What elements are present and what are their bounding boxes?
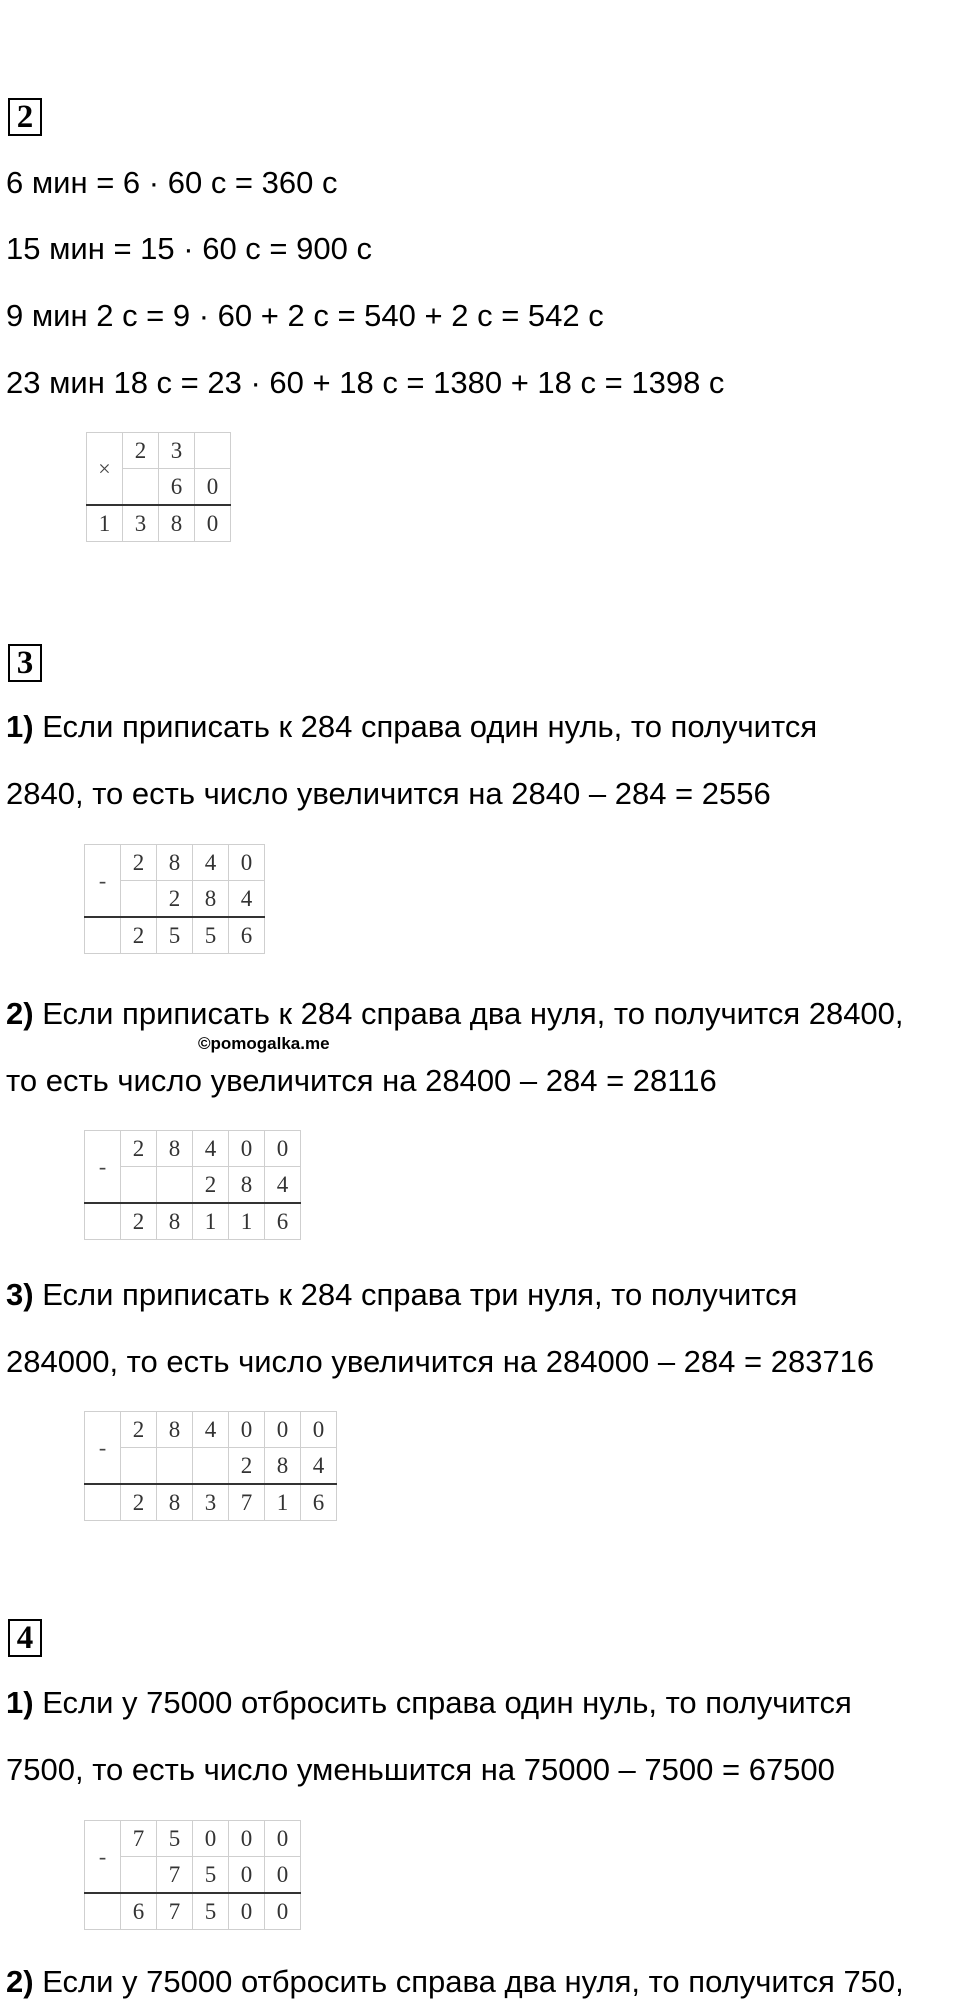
result-digit-cell: 6: [229, 917, 265, 954]
result-digit-cell: 7: [229, 1484, 265, 1521]
multiplication-table: [86, 432, 231, 542]
part-marker: 1): [6, 1685, 34, 1720]
digit-cell: 0: [265, 1412, 301, 1448]
digit-cell: [193, 1448, 229, 1485]
digit-cell: 0: [229, 845, 265, 881]
digit-cell: 5: [193, 1857, 229, 1894]
digit-cell: 4: [193, 1131, 229, 1167]
part-text: Если приписать к 284 справа два нуля, то получится 28400,: [33, 996, 904, 1031]
result-digit-cell: 5: [193, 1893, 229, 1930]
task3-part3-line2: 284000, то есть число увеличится на 284000 – 284 = 283716: [6, 1344, 875, 1379]
digit-cell: 2: [157, 881, 193, 918]
result-digit-cell: 6: [121, 1893, 157, 1930]
digit-cell: [121, 1448, 157, 1485]
result-digit-cell: 2: [121, 917, 157, 954]
result-digit-cell: 7: [157, 1893, 193, 1930]
result-digit-cell: 8: [157, 1203, 193, 1240]
digit-cell: 4: [193, 845, 229, 881]
result-digit-cell: 1: [193, 1203, 229, 1240]
subtraction-table: [84, 1130, 301, 1240]
digit-cell: 7: [121, 1821, 157, 1857]
digit-cell: [121, 1857, 157, 1894]
subtraction-table: [84, 1411, 337, 1521]
digit-cell: [195, 433, 231, 469]
part-text: Если у 75000 отбросить справа один нуль, то получится: [33, 1685, 852, 1720]
calc-row: [85, 1448, 337, 1485]
calc-result-row: [85, 1893, 301, 1930]
result-digit-cell: 6: [301, 1484, 337, 1521]
result-digit-cell: 3: [193, 1484, 229, 1521]
result-digit-cell: 0: [265, 1893, 301, 1930]
digit-cell: 0: [265, 1821, 301, 1857]
watermark: ©pomogalka.me: [198, 1034, 330, 1053]
task3-part2-line1: [6, 994, 904, 1034]
result-digit-cell: 2: [121, 1203, 157, 1240]
calc-row: [85, 1821, 301, 1857]
calc-result-row: [85, 1484, 337, 1521]
digit-cell: 0: [193, 1821, 229, 1857]
digit-cell: 2: [121, 845, 157, 881]
digit-cell: 8: [157, 1412, 193, 1448]
digit-cell: 4: [229, 881, 265, 918]
part-marker: 2): [6, 996, 34, 1031]
operator-sign: -: [85, 845, 121, 918]
part-marker: 2): [6, 1964, 34, 1999]
task3-part3-line1: [6, 1275, 797, 1315]
digit-cell: 8: [157, 1131, 193, 1167]
result-digit-cell: [85, 1203, 121, 1240]
part-marker: 3): [6, 1277, 34, 1312]
result-digit-cell: 8: [157, 1484, 193, 1521]
digit-cell: 0: [265, 1131, 301, 1167]
operator-sign: -: [85, 1131, 121, 1204]
part-text: Если приписать к 284 справа один нуль, то получится: [33, 709, 818, 744]
calc-result-row: [85, 917, 265, 954]
digit-cell: 8: [265, 1448, 301, 1485]
digit-cell: [121, 881, 157, 918]
result-digit-cell: [85, 1484, 121, 1521]
result-digit-cell: 2: [121, 1484, 157, 1521]
calc-result-row: [87, 505, 231, 542]
task-number-3: 3: [8, 644, 42, 682]
result-digit-cell: 6: [265, 1203, 301, 1240]
task3-part2-line2: то есть число увеличится на 28400 – 284 = 28116: [6, 1063, 717, 1098]
digit-cell: 0: [229, 1857, 265, 1894]
digit-cell: 4: [265, 1167, 301, 1204]
digit-cell: 0: [229, 1131, 265, 1167]
task2-line-4: 23 мин 18 с = 23 · 60 + 18 с = 1380 + 18 с = 1398 с: [6, 365, 725, 400]
part-text: Если приписать к 284 справа три нуля, то получится: [33, 1277, 798, 1312]
digit-cell: 7: [157, 1857, 193, 1894]
result-digit-cell: 0: [229, 1893, 265, 1930]
digit-cell: [123, 469, 159, 506]
result-digit-cell: 5: [193, 917, 229, 954]
result-digit-cell: [85, 1893, 121, 1930]
result-digit-cell: 0: [195, 505, 231, 542]
subtraction-table: [84, 844, 265, 954]
digit-cell: 2: [121, 1412, 157, 1448]
digit-cell: 6: [159, 469, 195, 506]
digit-cell: 0: [229, 1821, 265, 1857]
digit-cell: 3: [159, 433, 195, 469]
operator-sign: ×: [87, 433, 123, 506]
task4-part1-line1: [6, 1683, 852, 1723]
task2-line-3: 9 мин 2 с = 9 · 60 + 2 с = 540 + 2 с = 542 с: [6, 298, 604, 333]
digit-cell: 8: [157, 845, 193, 881]
result-digit-cell: 5: [157, 917, 193, 954]
calc-row: [85, 845, 265, 881]
digit-cell: 2: [193, 1167, 229, 1204]
subtraction-table: [84, 1820, 301, 1930]
digit-cell: [157, 1167, 193, 1204]
digit-cell: 0: [301, 1412, 337, 1448]
digit-cell: 0: [229, 1412, 265, 1448]
part-marker: 1): [6, 709, 34, 744]
digit-cell: 4: [301, 1448, 337, 1485]
result-digit-cell: [85, 917, 121, 954]
operator-sign: -: [85, 1821, 121, 1894]
task4-part1-line2: 7500, то есть число уменьшится на 75000 – 7500 = 67500: [6, 1752, 835, 1787]
calc-row: [85, 1131, 301, 1167]
result-digit-cell: 8: [159, 505, 195, 542]
task3-part1-line2: 2840, то есть число увеличится на 2840 – 284 = 2556: [6, 776, 771, 811]
operator-sign: -: [85, 1412, 121, 1485]
calc-result-row: [85, 1203, 301, 1240]
digit-cell: [121, 1167, 157, 1204]
part-text: Если у 75000 отбросить справа два нуля, то получится 750,: [33, 1964, 904, 1999]
digit-cell: 5: [157, 1821, 193, 1857]
task-number-4: 4: [8, 1619, 42, 1657]
calc-row: [87, 433, 231, 469]
task2-line-2: 15 мин = 15 · 60 с = 900 с: [6, 231, 372, 266]
digit-cell: 2: [229, 1448, 265, 1485]
digit-cell: 2: [123, 433, 159, 469]
task3-part1-line1: [6, 707, 817, 747]
digit-cell: 4: [193, 1412, 229, 1448]
result-digit-cell: 3: [123, 505, 159, 542]
digit-cell: 0: [265, 1857, 301, 1894]
digit-cell: 8: [229, 1167, 265, 1204]
task4-part2-line1: [6, 1962, 904, 2002]
digit-cell: 0: [195, 469, 231, 506]
result-digit-cell: 1: [265, 1484, 301, 1521]
digit-cell: 2: [121, 1131, 157, 1167]
digit-cell: 8: [193, 881, 229, 918]
calc-row: [85, 1412, 337, 1448]
digit-cell: [157, 1448, 193, 1485]
task-number-2: 2: [8, 98, 42, 136]
result-digit-cell: 1: [87, 505, 123, 542]
result-digit-cell: 1: [229, 1203, 265, 1240]
task2-line-1: 6 мин = 6 · 60 с = 360 с: [6, 165, 338, 200]
